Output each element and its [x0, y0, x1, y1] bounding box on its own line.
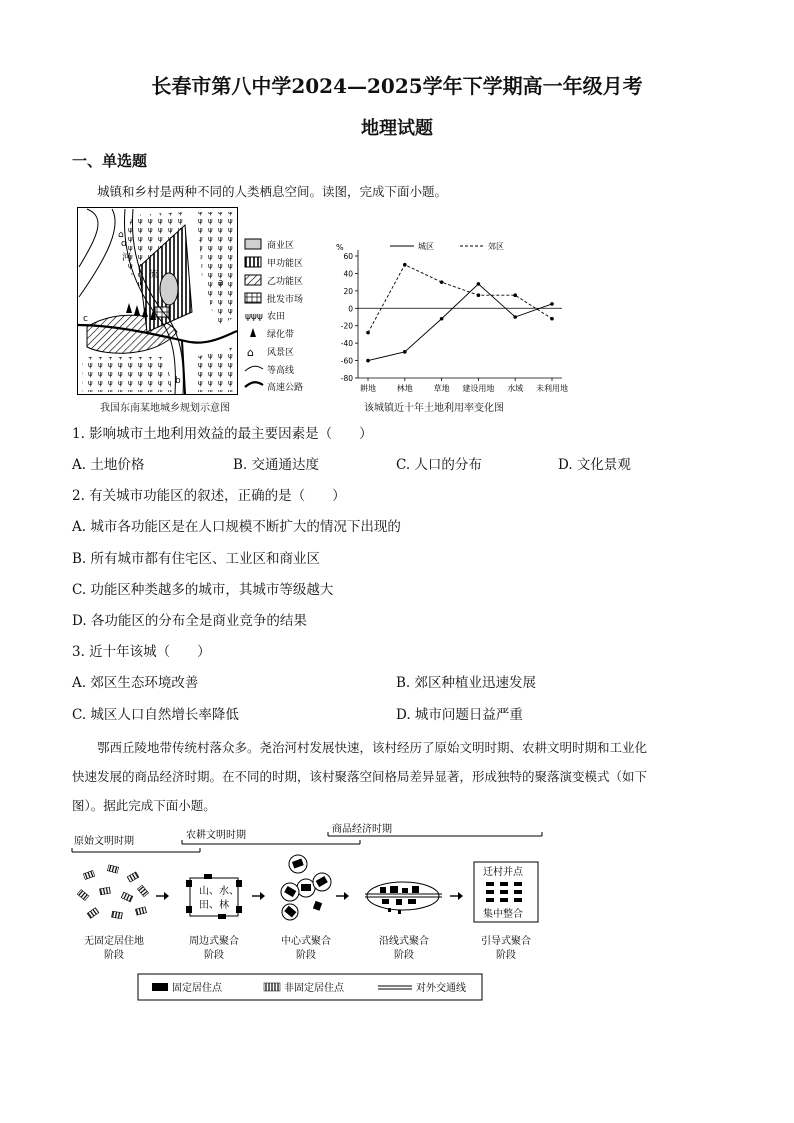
y-tick-label: -40 — [340, 339, 353, 349]
map-label-a: a — [218, 278, 224, 288]
series-1-point — [366, 359, 370, 363]
legend-farmland: 农田 — [267, 312, 286, 322]
stage5-label-2: 阶段 — [496, 950, 516, 961]
period-commodity: 商品经济时期 — [332, 824, 392, 835]
stage4-label-2: 阶段 — [394, 950, 414, 961]
series-1-point — [477, 282, 481, 286]
x-tick-label: 未利用地 — [536, 384, 568, 393]
series-2-point — [477, 293, 481, 297]
q1-option-b: B. 交通通达度 — [233, 457, 320, 473]
svg-text:⌂: ⌂ — [247, 346, 254, 359]
x-tick-label: 草地 — [433, 384, 450, 393]
legend-commercial: 商业区 — [267, 241, 295, 251]
intro-paragraph-2 — [72, 733, 732, 820]
y-tick-label: 60 — [343, 252, 353, 261]
x-tick-label: 林地 — [396, 384, 413, 393]
q3-option-d: D. 城市问题日益严重 — [396, 707, 523, 723]
legend-zone-a: 甲功能区 — [267, 259, 304, 269]
scenic-icon: ⌂ — [118, 230, 124, 240]
legend-transport: 对外交通线 — [416, 983, 466, 994]
legend-wholesale: 批发市场 — [267, 295, 304, 305]
x-tick-label: 耕地 — [360, 384, 376, 393]
series-line-1 — [368, 284, 552, 361]
q1-option-d: D. 文化景观 — [558, 457, 631, 473]
q2-option-b: B. 所有城市都有住宅区、工业区和商业区 — [72, 551, 321, 567]
question-2-stem: 2. 有关城市功能区的叙述，正确的是（ ） — [72, 488, 346, 504]
page-title: 长春市第八中学2024—2025学年下学期高一年级月考 — [151, 74, 643, 98]
x-tick-label: 建设用地 — [462, 384, 495, 393]
stage2-label-1: 周边式聚合 — [189, 936, 239, 947]
q3-option-b: B. 郊区种植业迅速发展 — [396, 675, 537, 691]
y-tick-label: 40 — [343, 269, 353, 279]
section-heading: 一、单选题 — [72, 152, 148, 170]
planning-map — [77, 207, 327, 395]
legend-greenbelt: 绿化带 — [267, 330, 295, 340]
legend-label-series-1: 城区 — [418, 242, 434, 251]
series-2-point — [440, 280, 444, 284]
q3-option-c: C. 城区人口自然增长率降低 — [72, 707, 239, 723]
intro2-line-3: 图）。据此完成下面小题。 — [72, 798, 216, 813]
land-use-chart — [330, 238, 570, 398]
y-axis-unit: % — [336, 243, 344, 252]
legend-scenic: 风景区 — [267, 348, 295, 358]
legend-contour: 等高线 — [267, 366, 295, 376]
series-2-point — [513, 293, 517, 297]
q2-option-a: A. 城市各功能区是在人口规模不断扩大的情况下出现的 — [72, 519, 401, 535]
series-line-2 — [368, 265, 552, 333]
map-label-river2: 流 — [149, 270, 159, 280]
page-subtitle: 地理试题 — [361, 118, 433, 139]
stage2-label-2: 阶段 — [204, 950, 224, 961]
y-tick-label: -60 — [340, 356, 353, 366]
map-label-c: c — [83, 314, 88, 324]
series-1-point — [440, 317, 444, 321]
map-legend — [245, 239, 303, 393]
settlement-evolution-figure — [70, 822, 550, 1007]
intro2-line-1: 鄂西丘陵地带传统村落众多。尧治河村发展快速，该村经历了原始文明时期、农耕文明时期和工业化 — [97, 740, 648, 755]
series-1-point — [513, 315, 517, 319]
series-1-point — [550, 302, 554, 306]
q1-option-a: A. 土地价格 — [72, 457, 145, 473]
q1-option-c: C. 人口的分布 — [396, 457, 482, 473]
stage1-scattered-points — [77, 865, 148, 919]
settlement-evolution-svg — [70, 822, 550, 1007]
series-1-point — [403, 350, 407, 354]
stage5-label-1: 引导式聚合 — [481, 936, 531, 947]
stage4-label-1: 沿线式聚合 — [379, 936, 429, 947]
y-tick-label: -20 — [340, 321, 353, 331]
y-tick-label: 20 — [343, 286, 353, 296]
map-label-d: d — [121, 239, 127, 249]
stage2-text-1: 山、水、 — [199, 886, 239, 897]
map-caption: 我国东南某地城乡规划示意图 — [100, 403, 230, 414]
legend-highway: 高速公路 — [267, 383, 304, 393]
map-label-river: 河 — [122, 253, 132, 263]
legend-nonfixed: 非固定居住点 — [284, 983, 344, 994]
stage5-bottom-text: 集中整合 — [483, 909, 523, 920]
intro2-line-2: 快速发展的商品经济时期。在不同的时期，该村聚落空间格局差异显著，形成独特的聚落演变模式（如下 — [72, 769, 648, 784]
stage1-label-1: 无固定居住地 — [84, 936, 144, 947]
question-3-stem: 3. 近十年该城（ ） — [72, 644, 211, 660]
y-tick-label: -80 — [340, 374, 353, 383]
stage3-label-2: 阶段 — [296, 950, 316, 961]
q2-option-d: D. 各功能区的分布全是商业竞争的结果 — [72, 613, 307, 629]
series-2-point — [366, 331, 370, 335]
stage-labels — [84, 934, 531, 961]
y-tick-label: 0 — [348, 304, 353, 314]
stage1-label-2: 阶段 — [104, 950, 124, 961]
series-2-point — [403, 263, 407, 267]
q3-option-a: A. 郊区生态环境改善 — [72, 675, 199, 691]
series-2-point — [550, 317, 554, 321]
x-tick-label: 水域 — [507, 384, 524, 393]
stage3-label-1: 中心式聚合 — [281, 936, 331, 947]
stage5-top-text: 迁村并点 — [483, 867, 523, 878]
legend-label-series-2: 郊区 — [488, 242, 504, 251]
land-use-chart-svg — [330, 238, 570, 398]
intro-paragraph-1: 城镇和乡村是两种不同的人类栖息空间。读图，完成下面小题。 — [97, 184, 448, 199]
period-primitive: 原始文明时期 — [74, 836, 134, 847]
q2-option-c: C. 功能区种类越多的城市，其城市等级越大 — [72, 582, 334, 598]
stage5-grid-points — [486, 882, 522, 902]
chart-caption: 该城镇近十年土地利用率变化图 — [364, 403, 504, 414]
period-farming: 农耕文明时期 — [186, 830, 246, 841]
map-label-b: b — [175, 376, 181, 386]
stage3-center-cluster — [281, 855, 331, 920]
planning-map-figure — [77, 207, 327, 395]
legend-fixed: 固定居住点 — [172, 983, 222, 994]
question-1-stem: 1. 影响城市土地利用效益的最主要因素是（ ） — [72, 426, 373, 442]
legend-zone-b: 乙功能区 — [267, 277, 304, 287]
stage4-linear-cluster — [365, 882, 442, 914]
svg-text:ψψψ: ψψψ — [245, 312, 263, 322]
stage2-text-2: 田、林 — [199, 900, 229, 911]
